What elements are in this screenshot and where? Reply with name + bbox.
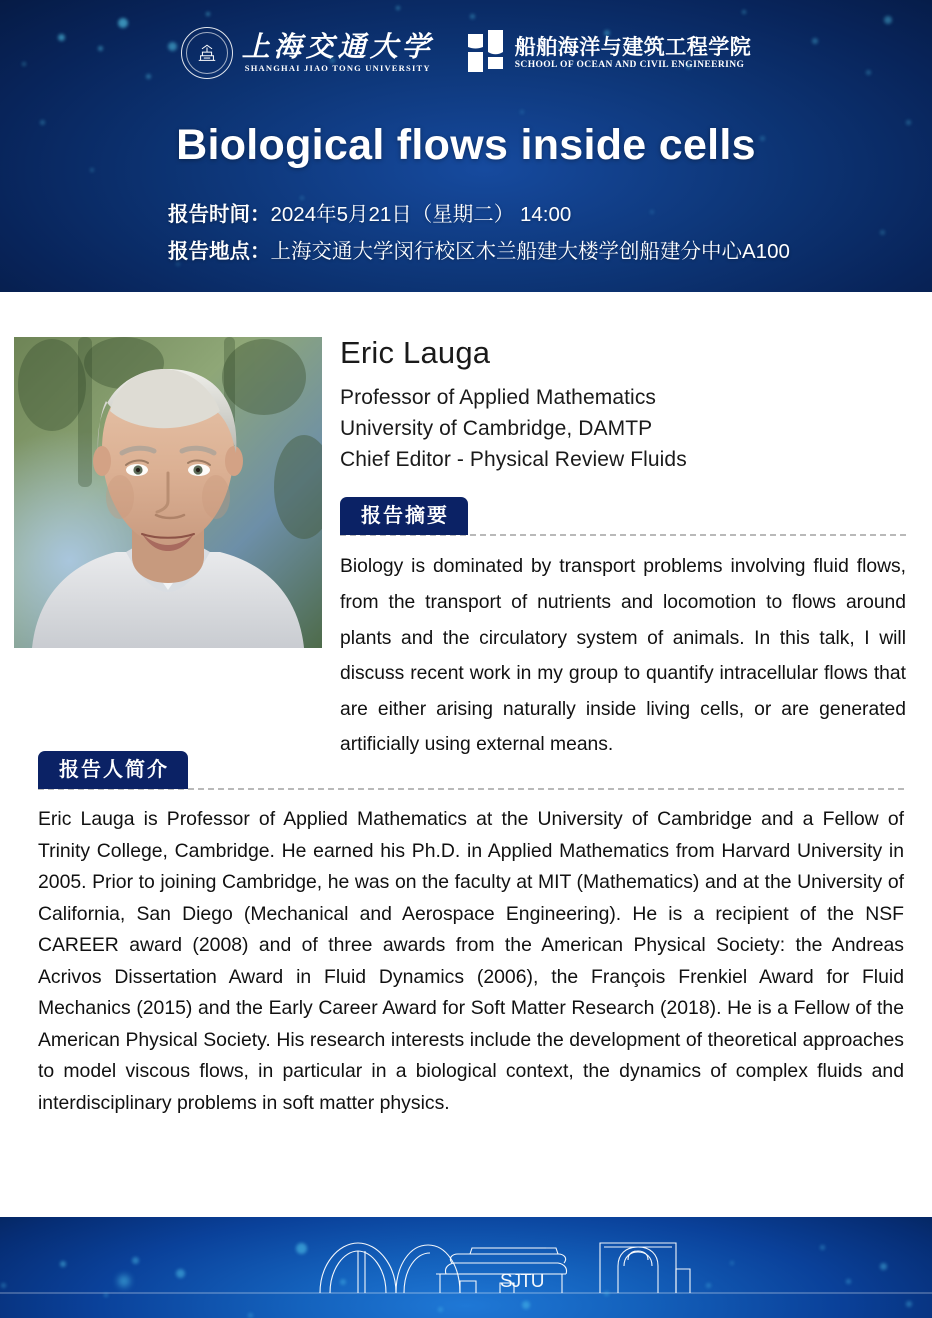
bokeh-particle: [206, 12, 210, 16]
abstract-text: Biology is dominated by transport problems involving fluid flows, from the transport of nutrients and locomotion to flows around plants and the circulatory system of animals. In this talk, I will discuss recent work in my group to quantify intracellular flows that are either arising naturally inside living cells, or are generated artificially using external means.: [340, 556, 906, 756]
logo-row: [0, 22, 932, 84]
event-time-label: 报告时间：: [168, 203, 271, 226]
event-place-value: 上海交通大学闵行校区木兰船建大楼学创船建分中心A100: [270, 240, 790, 263]
sjtu-name-cn: 上海交通大学: [241, 31, 434, 63]
bokeh-particle: [742, 10, 746, 14]
soce-mark-icon: [468, 30, 506, 76]
school-name-en: SCHOOL OF OCEAN AND CIVIL ENGINEERING: [514, 60, 745, 71]
talk-title: Biological flows inside cells: [176, 121, 756, 169]
abstract-badge: 报告摘要: [340, 497, 468, 535]
bokeh-particle: [520, 110, 524, 114]
bio-text: Eric Lauga is Professor of Applied Mathematics at the University of Cambridge and a Fellow of Trinity College, Cambridge. He earned his Ph.D. in Applied Mathematics from Harvard University in 2005. Prior to joining Cambridge, he was on the faculty at MIT (Mathematics) and at the University of California, San Diego (Mechanical and Aerospace Engineering). He is a recipient of the NSF CAREER award (2008) and of three awards from the American Physical Society: the Andreas Acrivos Dissertation Award in Fluid Dynamics (2006), the François Frenkiel Award for Fluid Mechanics (2015) and the Early Career Award for Soft Matter Research (2018). He is a Fellow of the American Physical Society. His research interests include the development of theoretical approaches to model viscous flows, in particular in a biological context, the dynamics of complex fluids and interdisciplinary problems in soft matter physics.: [38, 808, 904, 1114]
sjtu-seal-icon: [181, 27, 233, 79]
abstract-section: [340, 497, 906, 763]
bokeh-particle: [470, 14, 475, 19]
speaker-affiliation-1: Professor of Applied Mathematics: [340, 385, 657, 409]
bio-section: [38, 751, 904, 1119]
speaker-info: [340, 333, 912, 475]
speaker-affiliation-3: Chief Editor - Physical Review Fluids: [340, 447, 687, 471]
sjtu-university-logo: [181, 27, 434, 79]
event-details: [168, 196, 908, 270]
event-place-row: [168, 233, 908, 270]
sjtu-name-en: SHANGHAI JIAO TONG UNIVERSITY: [244, 63, 431, 74]
school-name-cn: 船舶海洋与建筑工程学院: [514, 35, 752, 59]
event-time-row: [168, 196, 908, 233]
event-place-label: 报告地点：: [168, 240, 271, 263]
event-time-value: 2024年5月21日（星期二） 14:00: [270, 203, 572, 226]
campus-skyline-graphic: [0, 1217, 932, 1318]
bio-badge: 报告人简介: [38, 751, 188, 789]
speaker-name: Eric Lauga: [340, 335, 491, 370]
speaker-portrait: [14, 337, 322, 648]
sjtu-footer-label: SJTU: [500, 1271, 544, 1292]
bokeh-particle: [396, 6, 400, 10]
school-logo: [468, 30, 752, 76]
poster-header: [0, 0, 932, 292]
poster-footer: [0, 1217, 932, 1318]
speaker-affiliation-2: University of Cambridge, DAMTP: [340, 416, 653, 440]
